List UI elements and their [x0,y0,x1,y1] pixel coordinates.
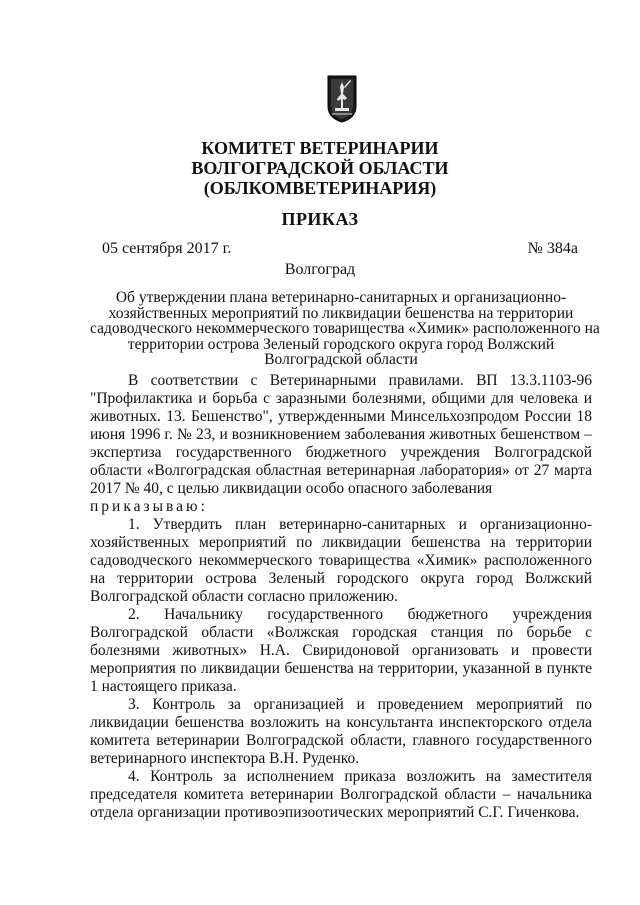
item-4-paragraph: 4. Контроль за исполнением приказа возложить на заместителя председателя комитета ветеринарии Волгоградской области – начальника отдела организации противоэпизоотических мероприятий С.Г. Гиченкова. [90,768,592,821]
header-line-2: ВОЛГОГРАДСКОЙ ОБЛАСТИ [191,158,449,178]
coat-of-arms-icon [326,72,358,124]
document-number: № 384а [527,240,578,257]
header-line-1: КОМИТЕТ ВЕТЕРИНАРИИ [201,138,439,158]
item-2-paragraph: 2. Начальнику государственного бюджетного учреждения Волгоградской области «Волжская городская станция по борьбе с болезнями животных» Н.А. Свиридоновой организовать и провести мероприятия по ликвидации бешенства на территории, указанной в пункте 1 настоящего приказа. [90,606,592,695]
item-1-paragraph: 1. Утвердить план ветеринарно-санитарных и организационно-хозяйственных мероприятий по ликвидации бешенства на территории садоводческого некоммерческого товарищества «Химик» расположенного на территории острова Зеленый городского округа город Волжский Волгоградской области согласно приложению. [90,516,592,605]
subject-line-5: Волгоградской области [264,351,418,368]
subject-line-4: территории острова Зеленый городского округа город Волжский [127,335,555,353]
subject-line-2: хозяйственных мероприятий по ликвидации бешенства на территории [108,304,574,322]
document-date: 05 сентября 2017 г. [102,240,232,257]
document-type: ПРИКАЗ [281,209,359,229]
preamble-paragraph: В соответствии с Ветеринарными правилами. ВП 13.3.1103-96 "Профилактика и борьба с заразными болезнями, общими для человека и животных. 13. Бешенство", утвержденными Минсельхозпродом России 18 июня 1996 г. № 23, и возникновением заболевания животных бешенством – экспертиза государственного бюджетного учреждения Волгоградской области «Волгоградская областная ветеринарная лаборатория» от 27 марта 2017 № 40, с целью ликвидации особо опасного заболевания [90,372,592,497]
order-word: приказываю: [90,498,208,515]
document-body [90,372,592,822]
header-line-3: (ОБЛКОМВЕТЕРИНАРИЯ) [203,178,437,198]
committee-header [0,138,640,198]
subject-line-1: Об утверждении плана ветеринарно-санитарных и организационно- [115,289,567,306]
document-city: Волгоград [284,261,356,278]
subject-line-3: садоводческого некоммерческого товарищества «Химик» расположенного на [90,320,600,337]
document-subject [90,289,600,368]
item-3-paragraph: 3. Контроль за организацией и проведением мероприятий по ликвидации бешенства возложить на консультанта инспекторского отдела комитета ветеринарии Волгоградской области, главного государственного ветеринарного инспектора В.Н. Руденко. [90,696,592,767]
